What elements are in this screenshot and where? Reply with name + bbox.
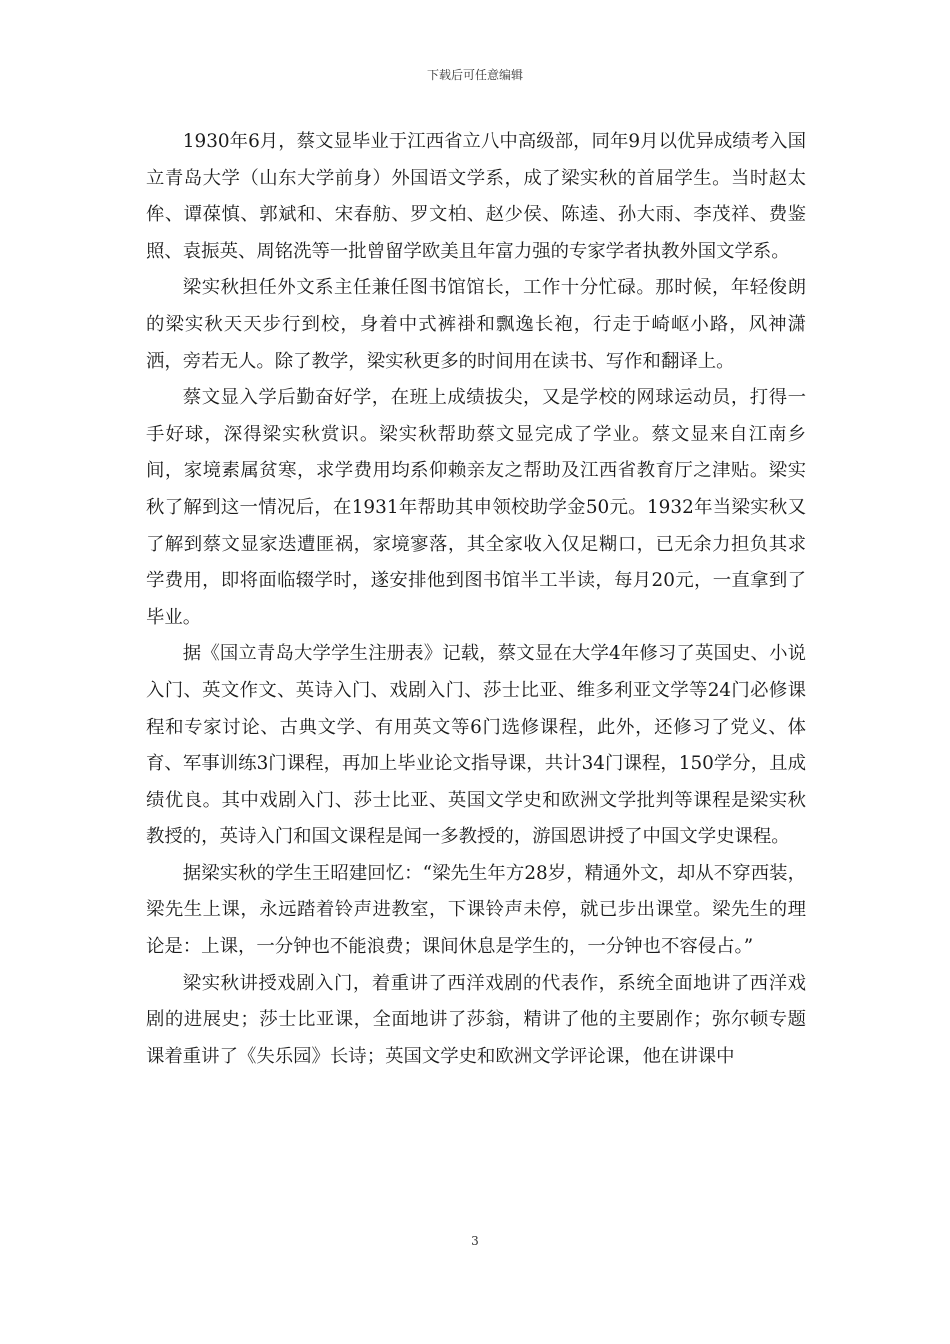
paragraph: 据梁实秋的学生王昭建回忆：“梁先生年方28岁，精通外文，却从不穿西装，梁先生上课，永远踏着铃声进教室，下课铃声未停，就已步出课堂。梁先生的理论是：上课，一分钟也不能浪费；课间休息是学生的，一分钟也不容侵占。” bbox=[146, 862, 806, 958]
paragraph: 梁实秋担任外文系主任兼任图书馆馆长，工作十分忙碌。那时候，年轻俊朗的梁实秋天天步行到校，身着中式裤褂和飘逸长袍，行走于崎岖小路，风神潇洒，旁若无人。除了教学，梁实秋更多的时间用在读书、写作和翻译上。 bbox=[146, 277, 806, 372]
paragraph: 梁实秋讲授戏剧入门，着重讲了西洋戏剧的代表作，系统全面地讲了西洋戏剧的进展史；莎士比亚课，全面地讲了莎翁，精讲了他的主要剧作；弥尔顿专题课着重讲了《失乐园》长诗；英国文学史和欧洲文学评论课，他在讲课中 bbox=[146, 972, 806, 1067]
paragraph: 据《国立青岛大学学生注册表》记载，蔡文显在大学4年修习了英国史、小说入门、英文作文、英诗入门、戏剧入门、莎士比亚、维多利亚文学等24门必修课程和专家讨论、古典文学、有用英文等6门选修课程，此外，还修习了党义、体育、军事训练3门课程，再加上毕业论文指导课，共计34门课程，150学分，且成绩优良。其中戏剧入门、莎士比亚、英国文学史和欧洲文学批判等课程是梁实秋教授的，英诗入门和国文课程是闻一多教授的，游国恩讲授了中国文学史课程。 bbox=[146, 643, 806, 848]
page-header: 下载后可任意编辑 bbox=[426, 68, 523, 82]
paragraph: 蔡文显入学后勤奋好学，在班上成绩拔尖，又是学校的网球运动员，打得一手好球，深得梁实秋赏识。梁实秋帮助蔡文显完成了学业。蔡文显来自江南乡间，家境素属贫寒，求学费用均系仰赖亲友之帮助及江西省教育厅之津贴。梁实秋了解到这一情况后，在1931年帮助其申领校助学金50元。1932年当梁实秋又了解到蔡文显家迭遭匪祸，家境寥落，其全家收入仅足糊口，已无余力担负其求学费用，即将面临辍学时，遂安排他到图书馆半工半读，每月20元，一直拿到了毕业。 bbox=[146, 387, 806, 628]
paragraph: 1930年6月，蔡文显毕业于江西省立八中高级部，同年9月以优异成绩考入国立青岛大学（山东大学前身）外国语文学系，成了梁实秋的首届学生。当时赵太侔、谭葆慎、郭斌和、宋春舫、罗文柏、赵少侯、陈逵、孙大雨、李茂祥、费鉴照、袁振英、周铭洗等一批曾留学欧美且年富力强的专家学者执教外国文学系。 bbox=[146, 131, 806, 262]
body-text bbox=[146, 124, 806, 1075]
page-number: 3 bbox=[471, 1234, 479, 1248]
